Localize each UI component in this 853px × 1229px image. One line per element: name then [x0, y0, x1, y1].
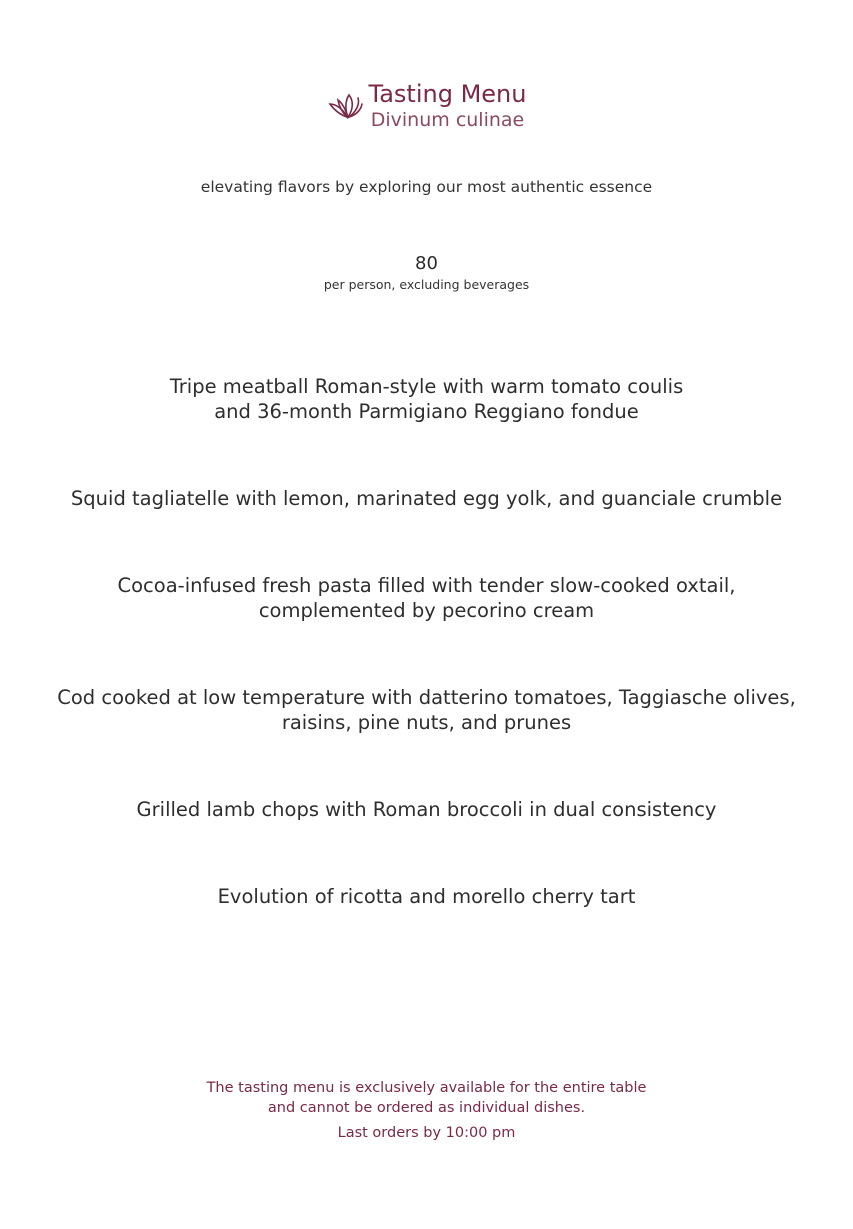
course-line: Evolution of ricotta and morello cherry tart — [217, 885, 636, 908]
menu-subtitle: Divinum culinae — [370, 109, 525, 131]
course-item — [40, 884, 813, 909]
lotus-icon — [327, 92, 367, 128]
course-item — [40, 685, 813, 735]
course-line: Squid tagliatelle with lemon, marinated egg yolk, and guanciale crumble — [70, 487, 783, 510]
course-line: complemented by pecorino cream — [258, 599, 595, 622]
course-line: Grilled lamb chops with Roman broccoli in dual consistency — [136, 798, 717, 821]
footer-note — [0, 1079, 853, 1118]
course-item — [40, 797, 813, 822]
course-item — [40, 486, 813, 511]
price-note: per person, excluding beverages — [323, 277, 530, 292]
footer-line: The tasting menu is exclusively available for the entire table — [206, 1080, 647, 1096]
course-line: Tripe meatball Roman-style with warm tomato coulis — [169, 375, 684, 398]
course-line: Cod cooked at low temperature with datterino tomatoes, Taggiasche olives, — [57, 686, 796, 709]
course-line: raisins, pine nuts, and prunes — [281, 711, 572, 734]
course-item — [40, 573, 813, 623]
price-amount: 80 — [415, 253, 438, 274]
last-orders: Last orders by 10:00 pm — [337, 1125, 516, 1141]
title-row — [327, 80, 527, 132]
title-block — [369, 80, 527, 132]
course-item — [40, 374, 813, 424]
course-line: and 36-month Parmigiano Reggiano fondue — [214, 400, 639, 423]
menu-title: Tasting Menu — [368, 80, 527, 108]
tagline: elevating flavors by exploring our most authentic essence — [200, 178, 653, 196]
footer-line: and cannot be ordered as individual dishes. — [267, 1099, 586, 1116]
course-line: Cocoa-infused fresh pasta filled with tender slow-cooked oxtail, — [117, 574, 736, 597]
menu-header — [0, 80, 853, 132]
